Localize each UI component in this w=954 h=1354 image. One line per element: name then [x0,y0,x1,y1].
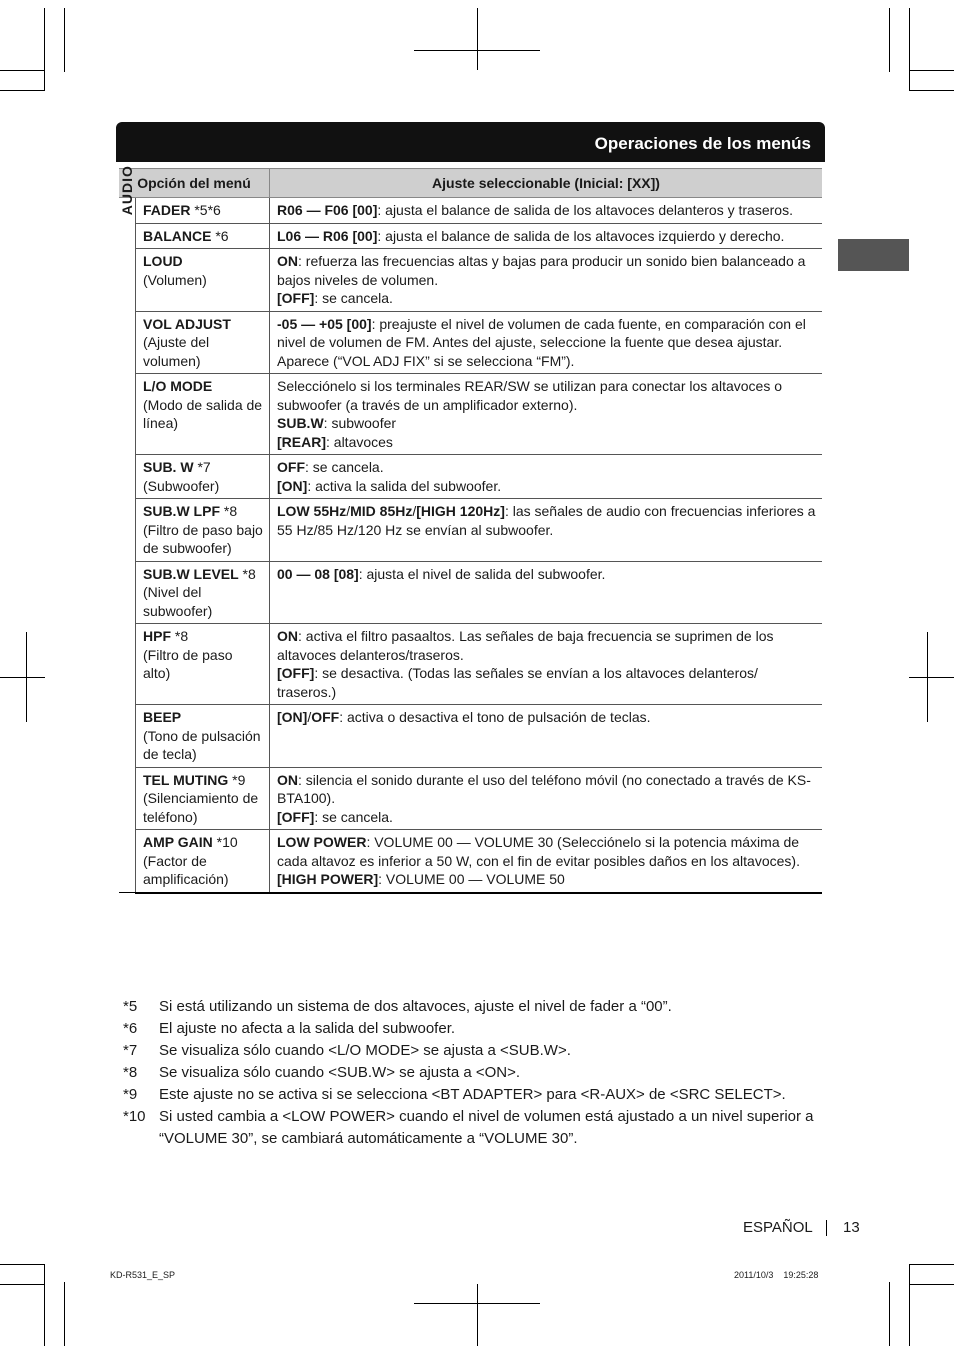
menu-option [136,830,270,893]
option-setting-description: ON: activa el filtro pasaaltos. Las señales de baja frecuencia se suprimen de los altavoces delanteros/traseros. [OFF]: se desactiva. (Todas las señales se envían a los altavoces delanteros/ traseros.) [270,624,823,705]
table-row [119,223,822,249]
option-name: TEL MUTING [143,771,229,788]
option-setting-description: LOW 55Hz/MID 85Hz/[HIGH 120Hz]: las señales de audio con frecuencias inferiores a 55 Hz/85 Hz/120 Hz se envían al subwoofer. [270,499,823,562]
section-header [116,122,825,162]
option-footnote-ref: *10 [212,834,238,850]
menu-option [136,374,270,455]
option-name: SUB.W LEVEL [143,565,239,582]
table-row [119,374,822,455]
option-subtitle: (Volumen) [143,271,207,288]
option-name: BALANCE [143,227,212,244]
menu-option [136,455,270,499]
footnote-text: Se visualiza sólo cuando <L/O MODE> se ajusta a <SUB.W>. [159,1042,571,1059]
footnote-number: *5 [123,998,138,1015]
table-row [119,705,822,768]
table-row [119,830,822,893]
option-footnote-ref: *7 [193,459,211,475]
footnote-item [123,1084,823,1106]
option-subtitle: (Filtro de paso bajo de subwoofer) [143,521,263,556]
print-time: 19:25:28 [783,1270,819,1280]
option-setting-description: LOW POWER: VOLUME 00 — VOLUME 30 (Selecciónelo si la potencia máxima de cada altavoz es inferior a 50 W, con el fin de evitar posibles daños en los altavoces). [HIGH POWER]: VOLUME 00 — VOLUME 50 [270,830,823,893]
audio-menu-table [119,168,822,894]
option-setting-description: OFF: se cancela. [ON]: activa la salida del subwoofer. [270,455,823,499]
menu-option [136,223,270,249]
footnote-text: Este ajuste no se activa si se selecciona <BT ADAPTER> para <R-AUX> de <SRC SELECT>. [159,1086,786,1103]
option-subtitle: (Subwoofer) [143,477,220,494]
table-row [119,499,822,562]
option-subtitle: (Tono de pulsación de tecla) [143,727,261,762]
footnote-number: *6 [123,1020,138,1037]
footnote-number: *9 [123,1086,138,1103]
footnote-item [123,996,823,1018]
footnote-item [123,1040,823,1062]
column-header-setting: Ajuste seleccionable (Inicial: [XX]) [270,169,823,198]
option-footnote-ref: *5*6 [190,202,221,218]
footer-language: ESPAÑOL [743,1219,813,1236]
language-tab-marker [838,239,909,271]
option-subtitle: (Factor de amplificación) [143,852,229,887]
table-row [119,767,822,830]
option-setting-description: 00 — 08 [08]: ajusta el nivel de salida del subwoofer. [270,561,823,624]
option-name: SUB.W LPF [143,503,220,519]
table-row [119,198,822,224]
menu-option [136,705,270,768]
option-name: SUB. W [143,459,194,475]
option-setting-description: ON: refuerza las frecuencias altas y bajas para producir un sonido bien balanceado a bajos niveles de volumen. [OFF]: se cancela. [270,249,823,312]
footnote-text: El ajuste no afecta a la salida del subwoofer. [159,1020,456,1037]
footnote-number: *10 [123,1108,146,1125]
table-row [119,624,822,705]
column-header-option: Opción del menú [119,169,270,198]
option-subtitle: (Nivel del subwoofer) [143,584,213,619]
menu-option [136,624,270,705]
option-name: LOUD [143,253,183,269]
option-setting-description: R06 — F06 [00]: ajusta el balance de salida de los altavoces delanteros y traseros. [270,198,823,224]
footnote-text: Si está utilizando un sistema de dos altavoces, ajuste el nivel de fader a “00”. [159,998,672,1015]
table-row [119,455,822,499]
option-footnote-ref: *8 [220,503,238,519]
option-setting-description: L06 — R06 [00]: ajusta el balance de salida de los altavoces izquierdo y derecho. [270,223,823,249]
footnote-item [123,1106,823,1150]
page-number: 13 [843,1219,860,1236]
footnote-number: *8 [123,1064,138,1081]
option-name: L/O MODE [143,378,213,394]
option-setting-description: -05 — +05 [00]: preajuste el nivel de volumen de cada fuente, en comparación con el nivel de volumen de FM. Antes del ajuste, seleccione la fuente que desea ajustar. Aparece (“VOL ADJ FIX” si se selecciona “FM”). [270,311,823,374]
print-date: 2011/10/3 [734,1270,774,1280]
option-name: HPF [143,628,171,644]
option-setting-description: Selecciónelo si los terminales REAR/SW se utilizan para conectar los altavoces o subwoofer (a través de un amplificador externo). SUB.W: subwoofer [REAR]: altavoces [270,374,823,455]
footnotes [123,996,823,1150]
print-file-id: KD-R531_E_SP [110,1270,176,1280]
footnote-number: *7 [123,1042,138,1059]
table-header-row [119,169,822,198]
menu-option [136,499,270,562]
option-footnote-ref: *9 [228,771,246,788]
option-footnote-ref: *8 [171,628,189,644]
option-name: VOL ADJUST [143,315,231,332]
option-footnote-ref: *6 [211,227,229,244]
footnote-text: Si usted cambia a <LOW POWER> cuando el nivel de volumen está ajustado a un nivel superior a “VOLUME 30”, se cambiará automáticamente a “VOLUME 30”. [159,1108,814,1147]
option-name: FADER [143,202,191,218]
menu-option [136,767,270,830]
menu-option [136,249,270,312]
option-name: BEEP [143,709,182,725]
menu-option [136,311,270,374]
table-row [119,249,822,312]
group-label-cell [119,198,136,893]
section-title: Operaciones de los menús [594,134,811,153]
menu-option [136,198,270,224]
footnote-item [123,1062,823,1084]
menu-option [136,561,270,624]
group-label [118,199,137,215]
option-subtitle: (Silenciamiento de teléfono) [143,790,259,825]
option-footnote-ref: *8 [238,565,256,582]
footnote-text: Se visualiza sólo cuando <SUB.W> se ajusta a <ON>. [159,1064,521,1081]
option-subtitle: (Ajuste del volumen) [143,334,210,369]
option-setting-description: ON: silencia el sonido durante el uso del teléfono móvil (no conectado a través de KS-BTA100). [OFF]: se cancela. [270,767,823,830]
option-subtitle: (Filtro de paso alto) [143,646,233,681]
option-setting-description: [ON]/OFF: activa o desactiva el tono de pulsación de teclas. [270,705,823,768]
table-row [119,311,822,374]
option-subtitle: (Modo de salida de línea) [143,396,263,431]
footer-divider [826,1220,827,1236]
footnote-item [123,1018,823,1040]
print-timestamp [734,1270,818,1280]
table-row [119,561,822,624]
option-name: AMP GAIN [143,834,213,850]
